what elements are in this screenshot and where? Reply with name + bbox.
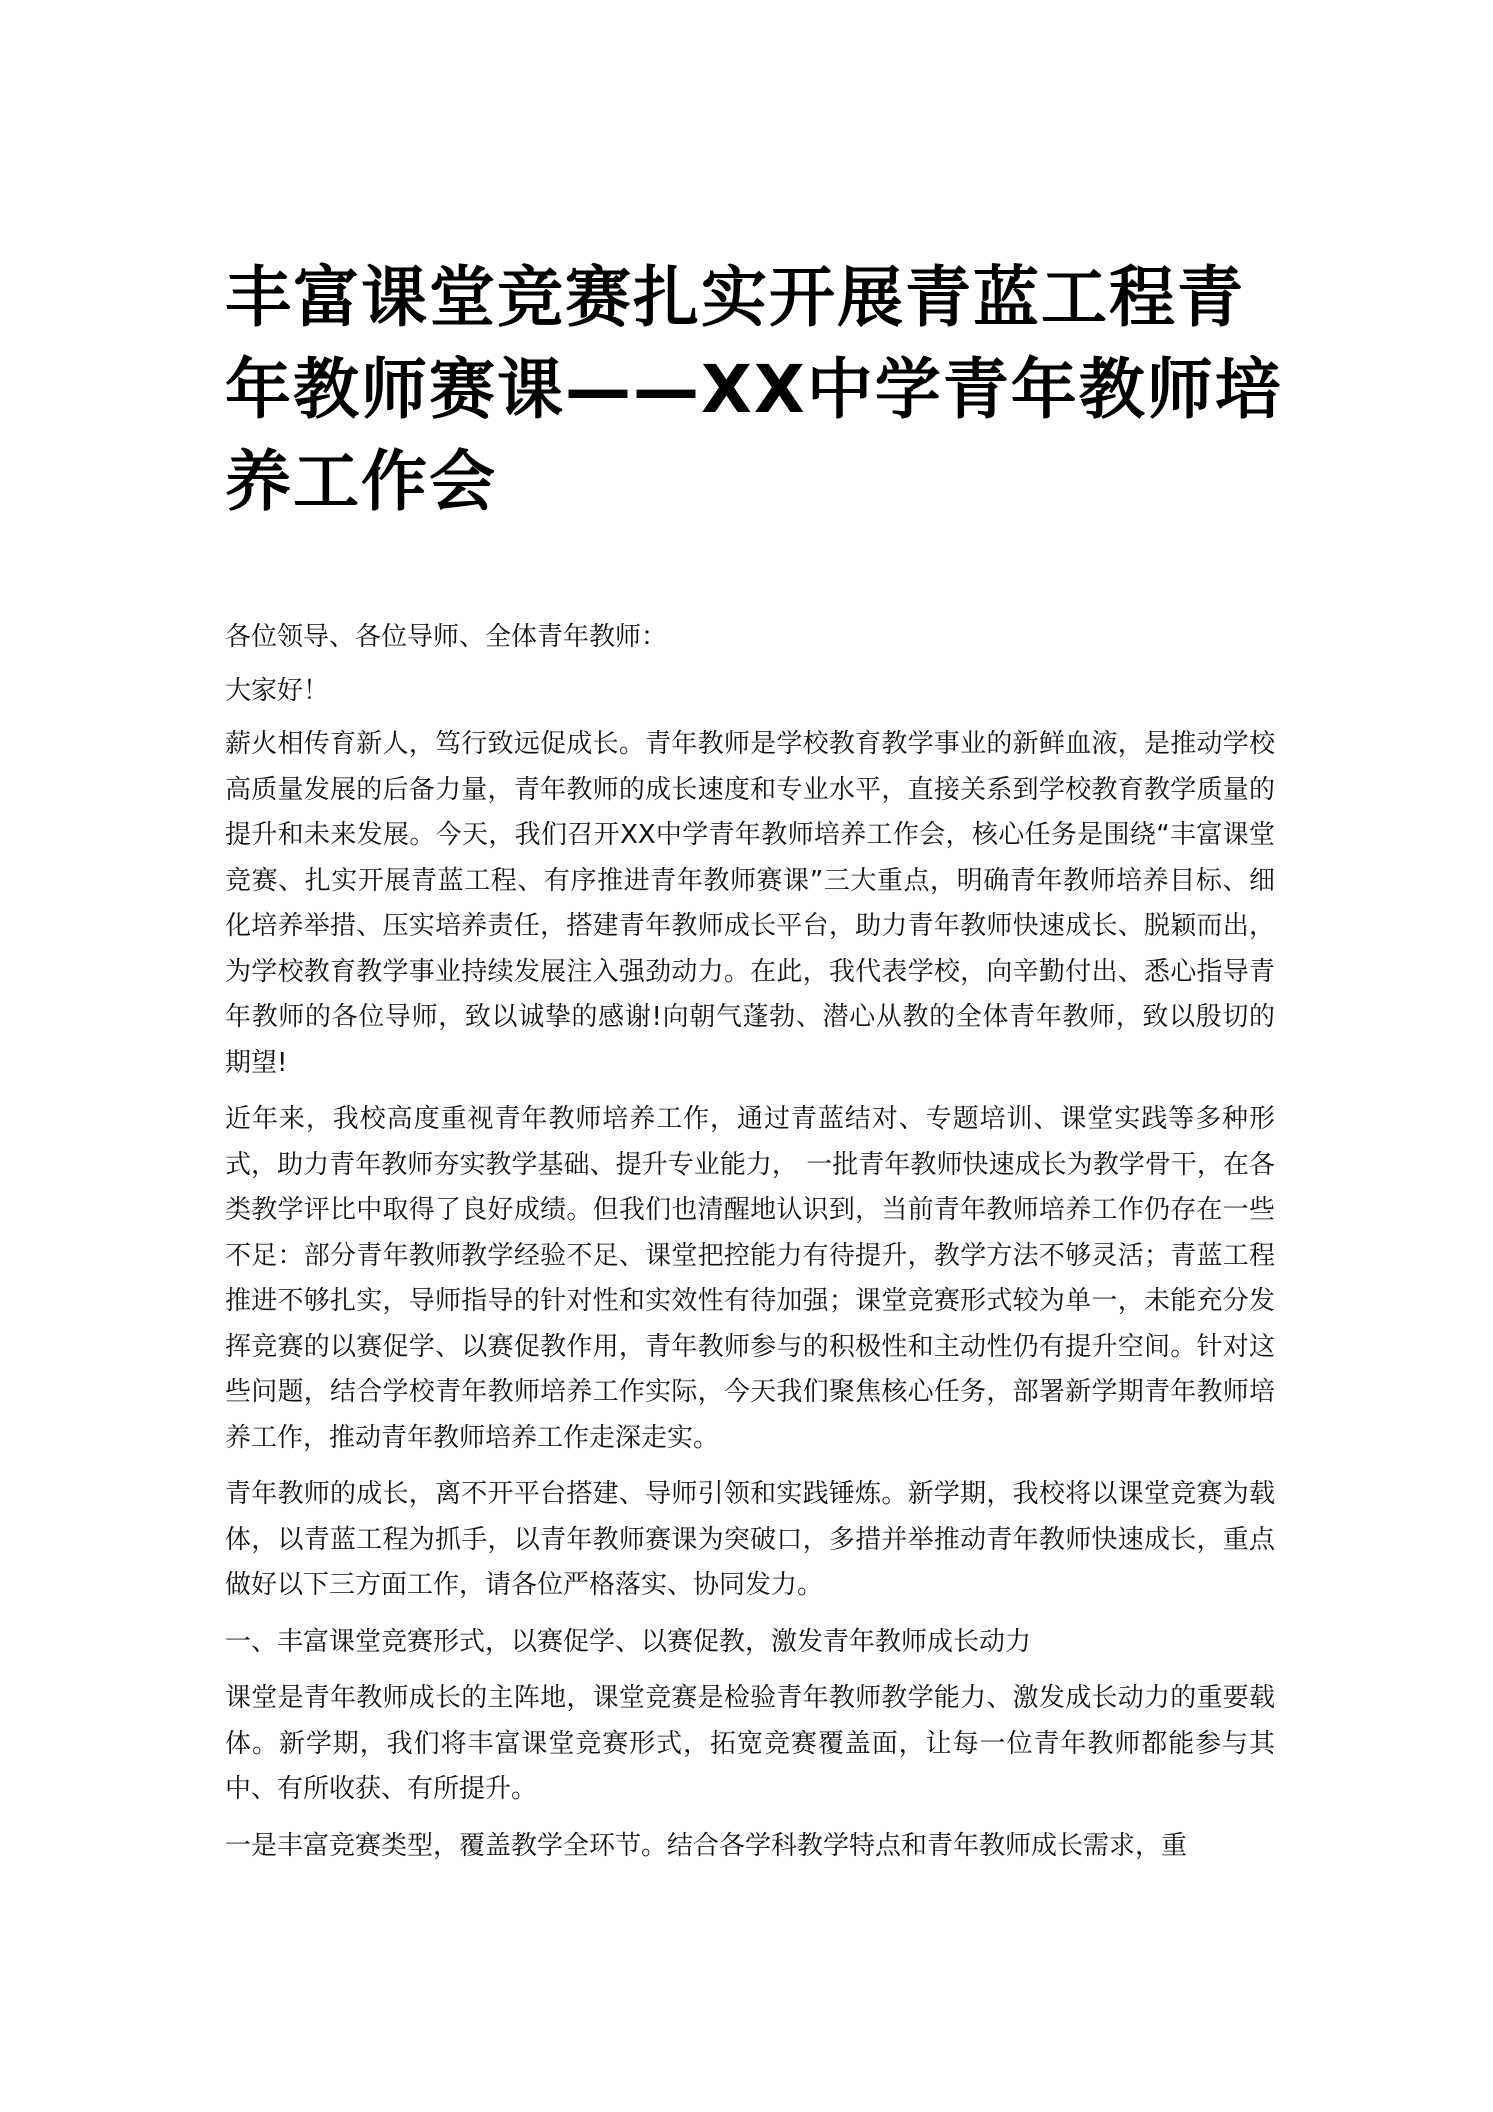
salutation: 各位领导、各位导师、全体青年教师： — [225, 622, 668, 652]
greeting: 大家好！ — [225, 675, 330, 706]
paragraph-opening: 薪火相传育新人，笃行致远促成长。青年教师是学校教育教学事业的新鲜血液，是推动学校高质量发展的后备力量，青年教师的成长速度和专业水平，直接关系到学校教育教学质量的提升和未来发展。今天，我们召开XX中学青年教师培养工作会，核心任务是围绕“丰富课堂竞赛、扎实开展青蓝工程、有序推进青年教师赛课”三大重点，明确青年教师培养目标、细化培养举措、压实培养责任，搭建青年教师成长平台，助力青年教师快速成长、脱颖而出，为学校教育教学事业持续发展注入强劲动力。在此，我代表学校，向辛勤付出、悉心指导青年教师的各位导师，致以诚挚的感谢!向朝气蓬勃、潜心从教的全体青年教师，致以殷切的期望! — [225, 729, 1275, 1078]
paragraph-overview: 青年教师的成长，离不开平台搭建、导师引领和实践锤炼。新学期，我校将以课堂竞赛为载体，以青蓝工程为抓手，以青年教师赛课为突破口，多措并举推动青年教师快速成长，重点做好以下三方面工作，请各位严格落实、协同发力。 — [225, 1479, 1275, 1600]
paragraph-point-1: 一是丰富竞赛类型，覆盖教学全环节。结合各学科教学特点和青年教师成长需求，重 — [225, 1830, 1188, 1861]
section-heading-1: 一、丰富课堂竞赛形式，以赛促学、以赛促教，激发青年教师成长动力 — [225, 1626, 1032, 1657]
document-title: 丰富课堂竞赛扎实开展青蓝工程青年教师赛课——XX中学青年教师培养工作会 — [225, 259, 1283, 520]
paragraph-review: 近年来，我校高度重视青年教师培养工作，通过青蓝结对、专题培训、课堂实践等多种形式，助力青年教师夯实教学基础、提升专业能力， 一批青年教师快速成长为教学骨干，在各类教学评比中取得了良好成绩。但我们也清醒地认识到，当前青年教师培养工作仍存在一些不足：部分青年教师教学经验不足、课堂把控能力有待提升，教学方法不够灵活；青蓝工程推进不够扎实，导师指导的针对性和实效性有待加强；课堂竞赛形式较为单一，未能充分发挥竞赛的以赛促学、以赛促教作用，青年教师参与的积极性和主动性仍有提升空间。针对这些问题，结合学校青年教师培养工作实际，今天我们聚焦核心任务，部署新学期青年教师培养工作，推动青年教师培养工作走深走实。 — [225, 1104, 1275, 1453]
paragraph-section-1: 课堂是青年教师成长的主阵地，课堂竞赛是检验青年教师教学能力、激发成长动力的重要载体。新学期，我们将丰富课堂竞赛形式，拓宽竞赛覆盖面，让每一位青年教师都能参与其中、有所收获、有所提升。 — [225, 1683, 1275, 1804]
document-body — [225, 615, 1275, 1880]
